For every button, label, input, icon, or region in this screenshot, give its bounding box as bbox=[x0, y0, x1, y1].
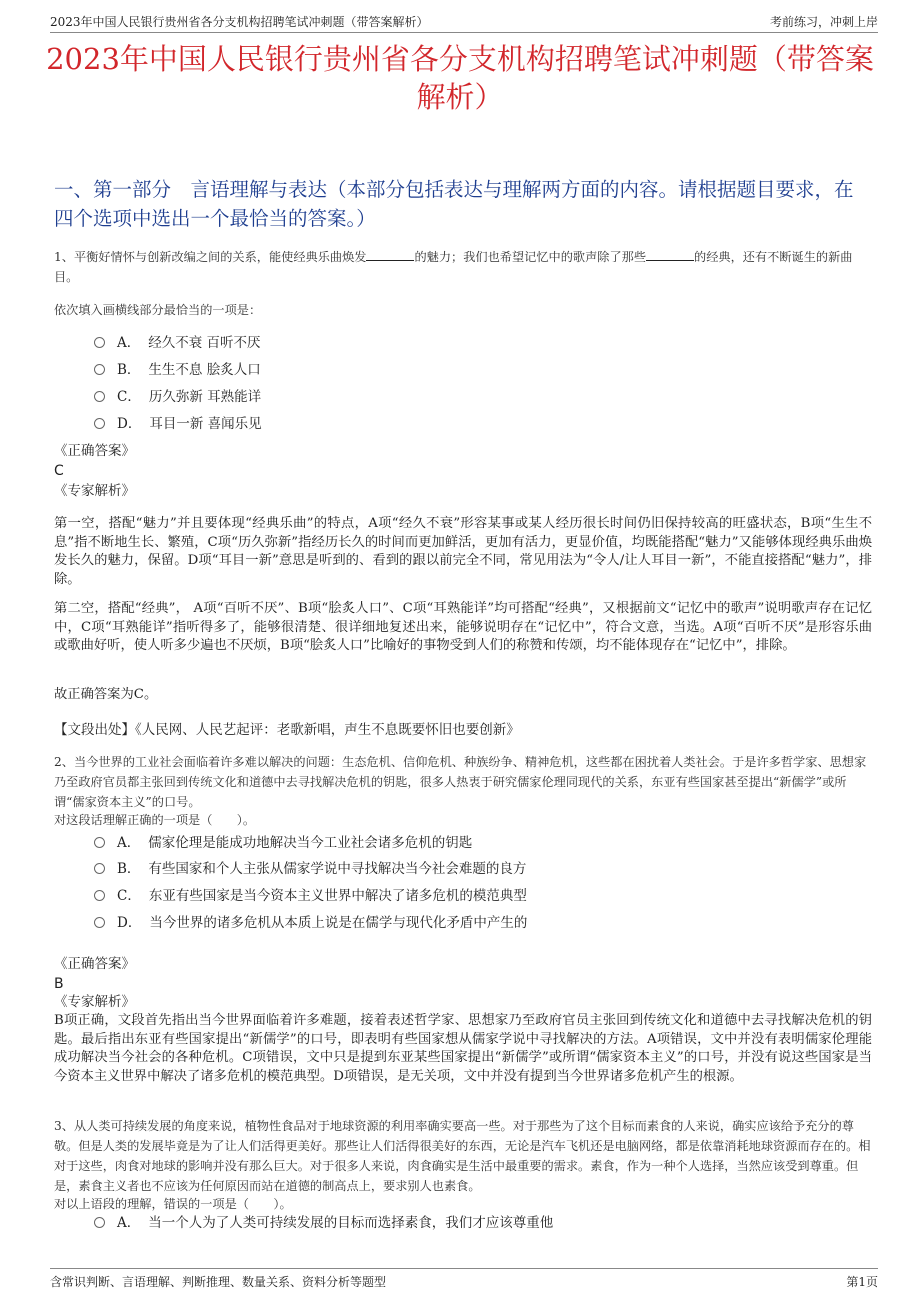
q2-option-d[interactable]: D． 当今世界的诸多危机从本质上说是在儒学与现代化矛盾中产生的 bbox=[94, 912, 527, 934]
radio-button-icon[interactable] bbox=[94, 837, 105, 848]
q1-option-d[interactable]: D． 耳目一新 喜闻乐见 bbox=[94, 413, 262, 435]
q1-analysis-label: 《专家解析》 bbox=[54, 483, 135, 499]
q2-prompt: 对这段话理解正确的一项是（ ）。 bbox=[54, 813, 256, 827]
q2-option-b[interactable]: B． 有些国家和个人主张从儒家学说中寻找解决当今社会难题的良方 bbox=[94, 858, 526, 880]
q2-option-a[interactable]: A． 儒家伦理是能成功地解决当今工业社会诸多危机的钥匙 bbox=[94, 832, 472, 854]
q1-stem-part-c: 的经典，还有不断诞生的新曲目。 bbox=[54, 250, 853, 284]
radio-button-icon[interactable] bbox=[94, 391, 105, 402]
radio-button-icon[interactable] bbox=[94, 418, 105, 429]
q2-analysis-label: 《专家解析》 bbox=[54, 994, 135, 1010]
q1-source: 【文段出处】《人民网、人民艺起评：老歌新唱，声生不息既要怀旧也要创新》 bbox=[54, 722, 520, 738]
question-3-stem: 3、从人类可持续发展的角度来说，植物性食品对于地球资源的利用率确实要高一些。对于那些为了这个目标而素食的人来说，确实应该给予充分的尊敬。但是人类的发展毕竟是为了让人们活得更美好。那些让人们活得很美好的东西，无论是汽车飞机还是电脑网络，都是依靠消耗地球资源而存在的。相对于这些，肉食对地球的影响并没有那么巨大。对于很多人来说，肉食确实是生活中最重要的需求。素食，作为一种个人选择，当然应该受到尊重。但是，素食主义者也不应该为任何原因而站在道德的制高点上，要求别人也素食。 bbox=[54, 1119, 871, 1193]
q1-answer-label: 《正确答案》 bbox=[54, 443, 135, 459]
blank-line-1 bbox=[366, 248, 414, 261]
q1-option-a[interactable]: A． 经久不衰 百听不厌 bbox=[94, 332, 261, 354]
q2-analysis-para: B项正确，文段首先指出当今世界面临着许多难题，接着表述哲学家、思想家乃至政府官员主张回到传统文化和道德中去寻找解决危机的钥匙。最后指出东亚有些国家提出“新儒学”的口号，即表明有些国家想从儒家学说中寻找解决的方法。A项错误，文中并没有表明儒家伦理能成功解决当今社会的各种危机。C项错误，文中只是提到东亚某些国家提出“新儒学”或所谓“儒家资本主义”的口号，并没有说这些国家是当今资本主义世界中解决了诸多危机的模范典型。D项错误，是无关项，文中并没有提到当今世界诸多危机产生的根源。 bbox=[54, 1013, 872, 1084]
q1-answer-value: C bbox=[54, 463, 64, 479]
q1-option-b[interactable]: B． 生生不息 脍炙人口 bbox=[94, 359, 261, 381]
blank-line-2 bbox=[646, 248, 694, 261]
running-header bbox=[50, 10, 878, 33]
header-doc-title: 2023年中国人民银行贵州省各分支机构招聘笔试冲刺题（带答案解析） bbox=[50, 15, 429, 29]
q1-stem-part-a: 1、平衡好情怀与创新改编之间的关系，能使经典乐曲焕发 bbox=[54, 250, 367, 264]
q2-option-c[interactable]: C． 东亚有些国家是当今资本主义世界中解决了诸多危机的模范典型 bbox=[94, 885, 527, 907]
q1-stem-part-b: 的魅力；我们也希望记忆中的歌声除了那些 bbox=[414, 250, 647, 264]
q3-prompt: 对以上语段的理解，错误的一项是（ ）。 bbox=[54, 1197, 292, 1211]
q1-analysis-para-2: 第二空，搭配“经典”， A项“百听不厌”、B项“脍炙人口”、C项“耳熟能详”均可搭配“经典”，又根据前文“记忆中的歌声”说明歌声存在记忆中，C项“耳熟能详”指听得多了，能够很清楚、很详细地复述出来，能够说明存在“记忆中”，符合文意，当选。A项“百听不厌”是形容乐曲或歌曲好听，使人听多少遍也不厌烦，B项“脍炙人口”比喻好的事物受到人们的称赞和传颂，均不能体现存在“记忆中”，排除。 bbox=[54, 601, 872, 653]
q2-answer-value: B bbox=[54, 976, 64, 992]
radio-button-icon[interactable] bbox=[94, 337, 105, 348]
page-title: 2023年中国人民银行贵州省各分支机构招聘笔试冲刺题（带答案解析） bbox=[46, 42, 874, 114]
radio-button-icon[interactable] bbox=[94, 890, 105, 901]
radio-button-icon[interactable] bbox=[94, 863, 105, 874]
page-number: 第1页 bbox=[846, 1275, 878, 1289]
q1-analysis-para-1: 第一空，搭配“魅力”并且要体现“经典乐曲”的特点，A项“经久不衰”形容某事或某人经历很长时间仍旧保持较高的旺盛状态，B项“生生不息”指不断地生长、繁殖，C项“历久弥新”指经历长久的时间而更加鲜活，更加有活力，更显价值，均既能搭配“魅力”又能够体现经典乐曲焕发长久的魅力，保留。D项“耳目一新”意思是听到的、看到的跟以前完全不同，常见用法为“令人/让人耳目一新”，不能直接搭配“魅力”，排除。 bbox=[54, 516, 872, 587]
q2-answer-label: 《正确答案》 bbox=[54, 956, 135, 972]
section-title: 一、第一部分 言语理解与表达（本部分包括表达与理解两方面的内容。请根据题目要求，在四个选项中选出一个最恰当的答案。） bbox=[54, 178, 854, 230]
question-2-stem: 2、当今世界的工业社会面临着许多难以解决的问题：生态危机、信仰危机、种族纷争、精神危机，这些都在困扰着人类社会。于是许多哲学家、思想家乃至政府官员都主张回到传统文化和道德中去寻找解决危机的钥匙，很多人热衷于研究儒家伦理同现代的关系，东亚有些国家甚至提出“新儒学”或所谓“儒家资本主义”的口号。 bbox=[54, 755, 867, 809]
q1-option-c[interactable]: C． 历久弥新 耳熟能详 bbox=[94, 386, 261, 408]
q1-prompt: 依次填入画横线部分最恰当的一项是： bbox=[54, 303, 262, 317]
radio-button-icon[interactable] bbox=[94, 364, 105, 375]
radio-button-icon[interactable] bbox=[94, 1217, 105, 1228]
radio-button-icon[interactable] bbox=[94, 917, 105, 928]
running-footer bbox=[50, 1268, 878, 1291]
q1-conclusion: 故正确答案为C。 bbox=[54, 687, 158, 702]
question-1-stem bbox=[54, 247, 872, 287]
footer-description: 含常识判断、言语理解、判断推理、数量关系、资料分析等题型 bbox=[50, 1275, 387, 1289]
header-slogan: 考前练习，冲刺上岸 bbox=[769, 15, 878, 29]
q3-option-a[interactable]: A． 当一个人为了人类可持续发展的目标而选择素食，我们才应该尊重他 bbox=[94, 1212, 553, 1234]
